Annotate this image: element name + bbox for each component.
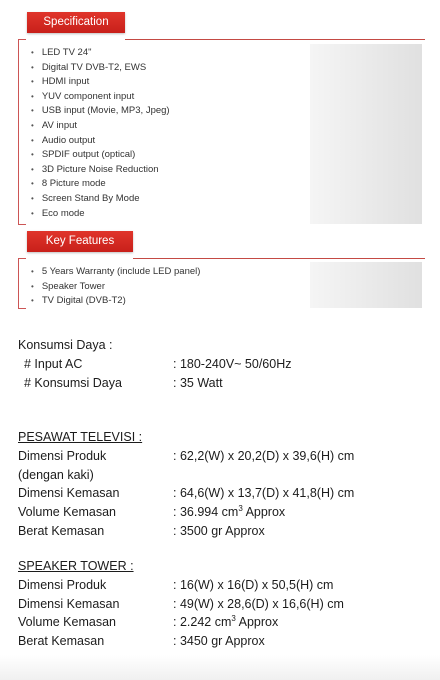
tv-product-label: Dimensi Produk [18, 448, 107, 463]
spec-item: • 3D Picture Noise Reduction [31, 163, 170, 178]
speaker-product-label: Dimensi Produk [18, 577, 107, 592]
spec-item: • Eco mode [31, 207, 170, 222]
specification-bracket-tick-bottom [18, 224, 26, 225]
speaker-weight-value: : 3450 gr Approx [173, 634, 265, 649]
speaker-row-package [18, 595, 344, 614]
speaker-volume-value: : 2.242 $cm^3$ Approx [173, 614, 279, 630]
tv-row-weight [18, 522, 265, 541]
speaker-row-product [18, 576, 334, 595]
tv-weight-label: Berat Kemasan [18, 523, 105, 538]
tv-product-note: (dengan kaki) [18, 467, 94, 482]
feature-item: • TV Digital (DVB-T2) [31, 294, 200, 309]
key-features-bracket-tick-bottom [18, 308, 26, 309]
spec-item: • SPDIF output (optical) [31, 148, 170, 163]
bottom-fade [0, 655, 440, 680]
speaker-row-weight [18, 632, 265, 651]
consumption-value: : 35 Watt [173, 375, 223, 390]
tv-row-volume [18, 503, 286, 522]
spec-item: • AV input [31, 119, 170, 134]
speaker-product-value: : 16(W) x 16(D) x 50,5(H) cm [173, 577, 334, 592]
speaker-row-volume [18, 613, 279, 632]
speaker-section [18, 557, 344, 651]
spec-item: • Audio output [31, 134, 170, 149]
feature-item: • Speaker Tower [31, 280, 200, 295]
key-features-shadow [310, 262, 422, 308]
tv-section [18, 428, 355, 541]
consumption-label: # Konsumsi Daya [24, 375, 122, 390]
key-features-list [31, 265, 200, 309]
power-row-consumption [18, 374, 223, 393]
tv-product-value: : 62,2(W) x 20,2(D) x 39,6(H) cm [173, 448, 355, 463]
speaker-weight-label: Berat Kemasan [18, 634, 105, 649]
key-features-bracket [18, 258, 19, 308]
spec-item: • USB input (Movie, MP3, Jpeg) [31, 104, 170, 119]
key-features-banner: Key Features [27, 231, 133, 252]
tv-volume-label: Volume Kemasan [18, 505, 116, 520]
speaker-heading: SPEAKER TOWER : [18, 559, 134, 573]
tv-package-label: Dimensi Kemasan [18, 486, 120, 501]
tv-row-package [18, 484, 355, 503]
speaker-package-value: : 49(W) x 28,6(D) x 16,6(H) cm [173, 596, 344, 611]
input-ac-value: : 180-240V~ 50/60Hz [173, 356, 292, 371]
tv-row-product [18, 447, 355, 466]
specification-list [31, 46, 170, 221]
speaker-package-label: Dimensi Kemasan [18, 596, 120, 611]
tv-package-value: : 64,6(W) x 13,7(D) x 41,8(H) cm [173, 486, 355, 501]
spec-item: • LED TV 24" [31, 46, 170, 61]
specification-banner: Specification [27, 12, 125, 33]
power-row-input [18, 355, 292, 374]
spec-item: • Digital TV DVB-T2, EWS [31, 61, 170, 76]
tv-weight-value: : 3500 gr Approx [173, 523, 265, 538]
tv-volume-value: : 36.994 $cm^3$ Approx [173, 504, 286, 520]
key-features-bracket-tick [18, 258, 26, 259]
specification-rule [125, 39, 425, 40]
key-features-rule [133, 258, 425, 259]
specification-bracket [18, 39, 19, 224]
spec-item: • Screen Stand By Mode [31, 192, 170, 207]
specification-shadow [310, 44, 422, 224]
spec-item: • 8 Picture mode [31, 177, 170, 192]
spec-item: • HDMI input [31, 75, 170, 90]
input-ac-label: # Input AC [24, 356, 83, 371]
tv-heading: PESAWAT TELEVISI : [18, 430, 143, 444]
power-heading: Konsumsi Daya : [18, 338, 113, 352]
tv-row-product-note [18, 466, 142, 485]
feature-item: • 5 Years Warranty (include LED panel) [31, 265, 200, 280]
specification-bracket-tick [18, 39, 26, 40]
speaker-volume-label: Volume Kemasan [18, 615, 116, 630]
spec-item: • YUV component input [31, 90, 170, 105]
power-section [18, 336, 292, 392]
